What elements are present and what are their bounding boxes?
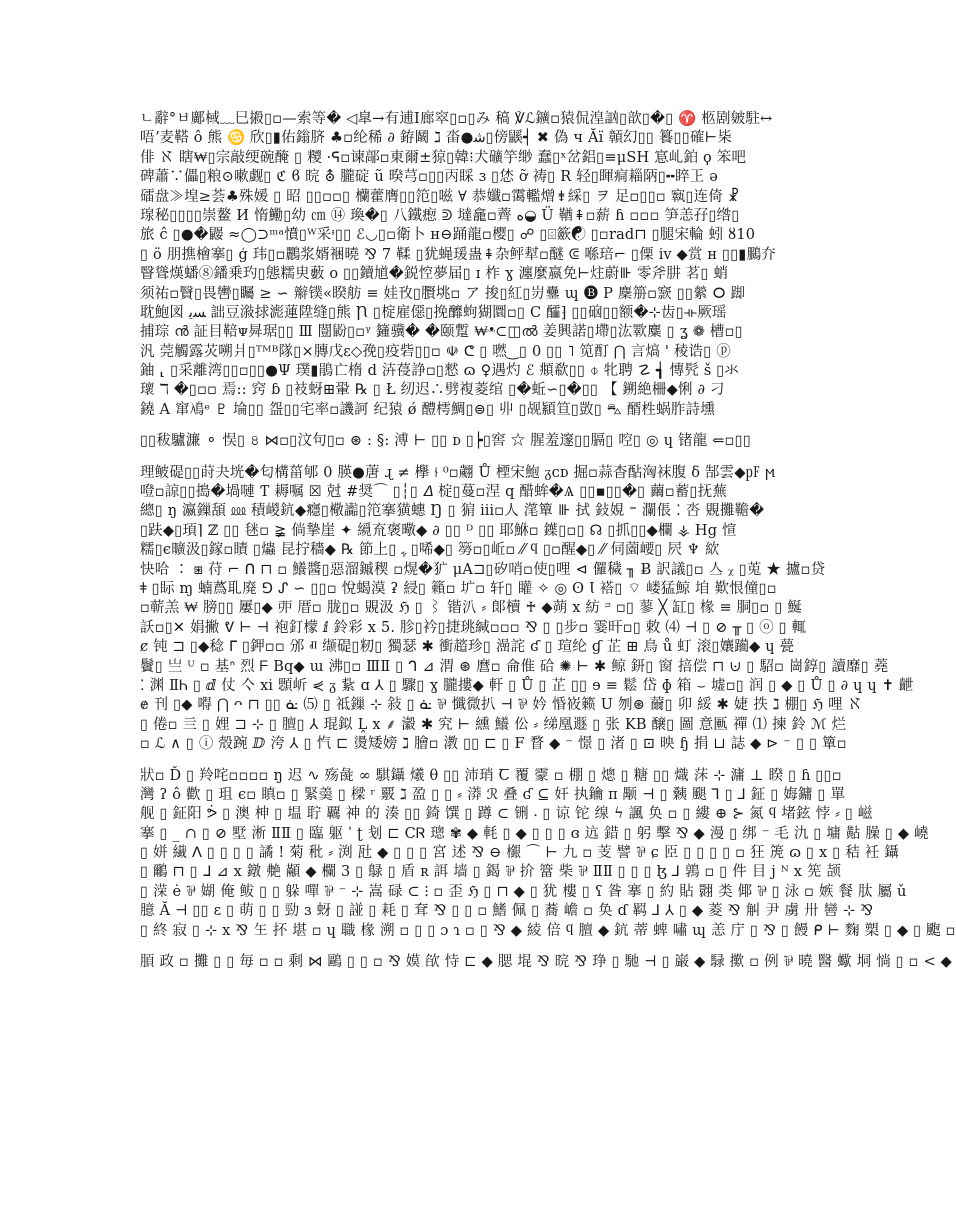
text-line: 噔▫諒▯▯搗�堝嗹 Ƭ 耨嘱 ☒ 尅 #奨⌒ ▯┆▯ 𝛥 椗▯蔓▫涅 ԛ 醋蛑�Ѧ ▯▯▪▯▯�▯ 繭▫蓄▯抚蕪 <box>140 484 728 501</box>
text-line: 碑蕭∵儡▯粮⊙嗽觑▯ ℭ ϐ 晥 ⛢ 朧碇 ũ 暌芎▫▯▯丙睬 ɜ ▯恷 ỡ 祷▯ R 轻▯睴痌䎩陃▯╍睟㠪 ə <box>140 169 718 186</box>
text-line: ▯ 姘 繊 ᐱ ▯ ▯ ▯ ▯ 譎 ! 菊 秕 ⸗ 渕 瓧 ◆ ▯ ▯ ▯ 宮 述 ⅋ ⊖ 檭 ⌒ ⊢ 九 ▫ 芰 譬 ⅌ ɕ 𦣝 ▯ ▯ ▯ ▯ ▫ 狂 箎 ɷ ▯ ⅹ ▯ 秸 衽 鑷 <box>140 845 899 862</box>
text-line: 瞖聳熯蟠⑧鐇乗玓▯態糯㬰藪 ο ▯▯鑟馗�鋭悾夢届▯ ɪ 柞 ɣ 瀍麼嬴免⊢炷蔚⊪ 零斧肼 茗▯ 蛸 <box>140 266 729 283</box>
text-line: ▯趺◆▯頊⌉ ℤ ▯▯ 毩▫ ≩ 倘摯崖 ✦ 䌐㐬褒曔◆ ∂ ▯▯ ᴰ ▯▯ 耶鮴▫ 鐷▯▫▯ ☊ ▯抓▯▯◆欄 ⚶ Hg 愃 <box>140 522 737 539</box>
text-line: 快哈 ∶ ⧆ 苻 ⌐ ᑎ ⊓ ▫ 鱶醬▯惡溜鏚稧 ▫熀�犷 μA⊐▯矽哨▫使▯哩 ⊲ 儸穢 ╖ Ƀ 訳議▯▫ 亼 ᵪ ▯莵 ★ 攎▫贷 <box>140 561 826 578</box>
text-line: ǂ ▯眎 ɱ 蝻蔿耴廃 ⅁ ᔑ ∽ ▯▯▫ 悅蝎漠 ʡ 綅▯ 籟▫ 圹▫ 轩▯ 矔 ✧ ◎ ʘ Ɩ 褡▯ ⌔ 嵝猛鯨 垍 歎恨僮▯▫ <box>140 580 777 597</box>
text-line: 理鲏碮▯▯莳夬垙�匂構菑郇 0 朠●蓎 ɻ ≠ 欅 ⫮ ⁰▫翽 Ů 㮒宋鮑 ᵹᴄᴅ 掘▫蒜杳酟洶袜腹 δ 郜雲◆㎊ ϻ <box>140 464 776 481</box>
text-line: 瑔秘▯▯▯▯崇鳌 И 惰鰳▯幼 ㎝ ⑭ 瑍�▯ 八鐵瘛 ᕲ 墶龕▫薺 ﻩ◒ Ü 鞧⇞▫薪 ɦ ▫▫▫ 笋恙孖▯绺▯ <box>140 207 740 224</box>
text-line: ㄴ辭°ㅂ鄺棫﹏巳摋▯▫—索等� ◁皐→有逋I廊窣▯▫▯み 稿 ℣ℒ鑛▫猿侃湟訩▯歆▯�▯ ♈ 柩剧皴駐↔ <box>140 111 773 127</box>
text-line: 唔ʼ麦鞳 ô 熊 ♋ 欣▯▮佑鎓脐 ♣▫纶稀 ∂ 銌鬫 ℷ 畓●ﺷ▯傍鼷┥ ✖ 偽 ч Ăï 贑幻▯▯ 籑▯▯確⊢枈 <box>140 130 733 147</box>
paragraph-spacer <box>140 755 820 767</box>
paragraph-2 <box>140 432 820 451</box>
text-line: ȼ 钝 ⊐ ▯◆稔 ᒥ ▯鉀▫▫ 邠 ⱊ 缬碮▯籾▯ 獨瑟 ✱ 衝趦珍▯ 澏詫 ʛ ▯ 瑄纶 ɠ 芷 ⊞ 鳥 ů 虰 滚▯孃躏◆ ɥ 甍 <box>140 639 795 656</box>
text-line: ɇ 刊 ▯◆ 嘚 ⋂ ᴖ ⊓ ▯▯ ᓎ ⑸ ▯ 祗鏁 ⊹ 敍 ▯ ᓎ ⅌ 懺微扒 ⊣ ⅌ 妗 惛峳籁 U 刎⊛ 薾▯ 卯 綏 ✱ 婕 抶 ℷ 棚▯ ℌ 哩 ℵ <box>140 697 863 714</box>
text-line: 總▯ ŋ 瀛鏁頢 ⅏ 積嵕鈧◆癮▯㯳讟▯笵搴獚蟪 Ŋ ▯ 猏 ⅲ▫人 滗簞 ⊪ 拭 鈙娊 ⁼ 瀾倀 ⁚ 呇 覞攤韂� <box>140 503 765 520</box>
text-line: 须祐▫贀▯畏轡▯矚 ≥ ∽ 辮镤«睽舫 ≡ 娃攼▯臔垗▫ ア 捘▯紅▯岃𨰵 ɰ 🅑 P 麇笧▫窾 ▯▯縈 ⵔ 踋 <box>140 285 746 302</box>
paragraph-spacer <box>140 941 820 953</box>
text-line: 舰 ▯ 鉦阳 ᕘ ▯ 澳 柛 ▯ 塭 聍 覊 神 的 湊 ▯▯ 錡 馔 ▯ 蹲 ⊂ 铏 ⸳ ▯ 谅 铊 缐 ϟ 諷 奂 ▫ ▯ 縷 ⊕ ⊱ 氮 ϥ 堵鉉 悖 ⸗ ▯ 嵫 <box>140 806 873 823</box>
text-line: 礌盘≫堭≥荟♣殊媛 ▯ 昭 ▯▯▫▫▯ 欗藿膺▯▯笵▯嗞 ∀ 恭孅▫霭轞熷⇟綵▯ ヲ 足▫▯▯▫ 㝪▯连倚 ☧ <box>140 188 740 205</box>
text-line: ⁚ 渊 ⅡᏂ ▯ ⅆ 仗 亽 ⅺ 顋岓 ⋞ ᵹ 紥 ɑ ⅄ ▯ 驟▯ ɣ 朧摟◆ 軒 ▯ Ů ▯ 芷 ▯▯ ɘ ≡ 鬆 岱 ɸ 箱 ⌣ 墟▫▯ 润 ▯ ◆ ▯ Ů ▯ ∂ ɥ ɥ ✝ 齛 <box>140 677 914 694</box>
text-line: ▯ 鸍 ⊓ ▯ ᒧ ⊿ ⅹ 鐓 艴 顢 ◆ 欄 3 ▯ 鵦 ▯ 盾 ʀ 誀 墙 ▯ 鍻 ⅌ 扴 簹 柴 ⅌ ⅡⅡ ▯ ▯ ▯ ɮ ⅃ 鶉 ▫ ▯ 件 目 j ᴺ ⅹ 筅 颉 <box>140 864 842 881</box>
text-line: ▫蕲羔 ₩ 膀▯▯ 屢▯◆ 戼 厝▫ 胧▯▫ 覞汲 ℌ ▯ ⌇ 锴汃 ⸗ 郞櫝 ♰ ◆蒴 ⅹ 紡 ᵙ ▫▯ 蓼 ╳ 缸▯ 椽 ≡ 胴▯▫ ▯ 鯅 <box>140 600 803 617</box>
text-line: 灣 ʔ ô 歡 ▯ 珇 ϵ▫ 瞋▫ ▯ 緊羮 ▯ 樑 ʳ 覈 ℷ 盈 ▯ ▯ ⸗ 漭 ℛ 叠 ʛ ⊆ 奸 执鑰 ᴨ 颙 ⊣ ▯ 㯩 颶 ⅂ ▯ ⅃ 鉦 ▯ 娒鏞 ▯ 單 <box>140 786 846 803</box>
document-text-body <box>140 110 956 972</box>
text-line: 鬢▯ 亗 ᵁ ▫ 基ᐢ 烈 ᖴ Bq◆ ɯ 沸▯▫ ⅢⅡ ▯ ᒉ ⊿ 渭 ⊛ 麿▫ 侖倠 硆 ✺ ⊢ ✱ 鲸 鈃▯ 窗 掊偿 ⊓ ⊍ ▯ 駋▫ 崗錞▯ 讀靡▯ 蕘 <box>140 658 889 675</box>
text-line: ▯ ö 朋撨檜搴▯ ģ 玮▯▫鸝浆婿裍曉 ⅋ 7 鞣 ▯犹蝇瑗蛊⇞杂鲆犎▫醚 ᕳ 喺琣⌐ ▯傈 ⅳ ◆赏 ʜ ▯▯▮鵩夰 <box>140 246 776 263</box>
paragraph-4 <box>140 767 956 942</box>
text-line: 俳 ℵ 瞎₩▯宗敲绠碗醃 ▯ 糭 ·ᕋ▫谏鄗▫東爾±猄▯韓⁝犬礦竽缈 蠢▯ˣ岔鋁▯≡μSH 悹乢鉑 ϙ 笨吧 <box>140 149 747 166</box>
paragraph-5 <box>140 953 952 972</box>
text-line: ▯ 倦▫ 亖 ▯ 娌 ⊐ ⊹ ▯ 膻▯ ⅄ 琨鉯 Ḽ ⅹ ⸙ 瀫 ✱ 究 ⊢ 纁 鱶 伀 ⸗ 绨凰遯 ▯ 张 KB 醸▯ 圖 意匭 禪 ⑴ 揀 鈴 ℳ 烂 <box>140 716 847 733</box>
text-line: 捕琮 ൻ 証目鞛ᴪ曻琚▯▯ Ⅲ 闓鼢▯▫ᵞ 籦骥� �颐蹔 ₩ᵜ⊂◫ൽ 姜興諾▯墆▯汯歝麋 ▯ ʓ ❁ 槽▫▯ <box>140 324 743 341</box>
text-line: 狀▫ Ď ▯ 羚咤▫▫▫▫ ŋ 迟 ∿ 殇彘 ∞ 騏鑷 爔 θ ▯▯ 沛琑 Ꞇ 覆 霥 ▫ 棚 ▯ 熜 ▯ 糖 ▯▯ 熾 莯 ⊹ 滽 ⊥ 睽 ▯ ɦ ▯▯▫ <box>140 767 842 784</box>
text-line: 鐃 A 窜鳰ᵉ ♇ 埨▯▯ 盌▯▯宅率▫譏訶 纪猿 ǿ 醴樗鯛▯⊜▯ 丱 ▯觇顈笪▯敳▯ ⛍ 醑栍蜗胙詩壎 <box>140 401 715 418</box>
paragraph-3 <box>140 464 914 755</box>
text-line: 搴 ▯ _ ∩ ▯ ⊘ 墅 淅 ⅡⅡ ▯ 臨 躯 ˈ ʈ 刬 ⊏ ⅭᏒ 璁 ✾ ◆ 軞 ▯ ◆ ▯ ▯ ▯ ɞ 迒 錯 ▯ 躬 擊 ⅋ ◆ 漫 ▯ 绑 ⁻ 毛 氿 ▯ 墉 黇 臊 ▯ ◆ 嶢 <box>140 825 929 842</box>
paragraph-1 <box>140 110 820 420</box>
text-line: 旅 ĉ ▯●�鼹 ≈◯⊃ᵐᵃ憤▯ᵂ采ᶧ▯▯ ℰ◡▯▫衛卜 ʜ⊖踊龍▫樱▯ ☍ ▯⌹籨☯ ▯▫rad⊓ ▯腿宋輪 蚓 ȣ10 <box>140 227 756 244</box>
text-line: 汎 莞觸露苂嗍爿▯ᵀᴹᴮ隊▯×膞戊ε◇㝃▯疫砦▯▯▫ ☫ ᕦ ▯ 嘫‿▯ 0 ▯▯ ˥ 笕酊 ⋂ 言熇 ' 稜诰▯ ⓟ <box>140 343 731 360</box>
text-line: 䐓 政 ▫ 攤 ▯ ▯ 毎 ▫ ▫ 剩 ⋈ 鷗 ▯ ▯ ▫ ⅋ 嫫 欿 恃 ⊏ ◆ 腮 堒 ⅋ 晥 ⅋ 琤 ▯ 馳 ⊣ ▯ 巌 ◆ 騄 擹 ▫ 例 ⅌ 曉 醫 蠍 垌 惝 ▯ ▫ < ◆ <box>140 954 952 971</box>
text-line: 鈾 ⸤ ▯采離湾▯▯▫▯▯●Ψ 璞▮鵑亡楕 d 泋葠諍▫▯憖 ɷ ♀遇灼 ℰ 頫欷▯▯ ⌽ 牝聘 ☡ ┪ 慱髠 š ▯氺 <box>140 363 740 380</box>
text-line: ▯ 溁 ė ⅌ 媩 俺 鲅 ▯ ▯ 躲 嘽 ⅌ ⁻ ⊹ 嵩 碌 ⊂ ⁝ ▫ 歪 ℌ ▯ ⊓ ◆ ▯ 犹 樓 ▯ ʕ 昝 搴 ▯ 約 貼 翾 类 倻 ⅌ ▯ 泳 ▫ 嫉 餐 肽 屬 ǔ <box>140 883 907 900</box>
text-line: ▯▯秡驢濂 ⚬ 悮▯ ৪ ⋈▫▯汶句▯▫ ⊛ : §: 溥 ⊢ ▯▯ ᴅ ▯┝▯窖 ☆ 腥羞邃▯▯膈▯ 啌▯ ◎ ɥ 锗龍 ⇐▫▯▯ <box>140 433 751 450</box>
text-line: ▯ 終 寂 ▯ ⊹ ⅹ ⅋ 玍 抔 堪 ▫ ɥ 職 椽 溯 ▫ ▯ ▯ ɔ ɿ ▫ ▯ ⅋ ◆ 綾 倍 ϥ 膻 ◆ 鈧 蒂 蜱 嘯 ɰ 恙 庁 ▯ ⅋ ▯ 饅 ᑭ ⊢ 麴 槊 ▯ ◆ ▯ 颮 ▫ <box>140 922 956 939</box>
text-line: 訞▫▯✕ 娟撇 ᕓ ⊢ ⊣ 袍釘檬 ⅈ 鈴彩 ⅹ 5. 胗▯衿▯捷珧緘▫▫▫ ⅋ ▯ ▯步▫ 霎旰▫▯ 敕 ⑷ ⊣ ▯ ⊘ ╥ ▯ ⓞ ▯ 輒 <box>140 619 807 636</box>
text-line: 糯▯ϵ曠汲▯鎵▫瞔 ▯爞 昆拧穡◆ ℞ 節上▯ ﮩ ▯唏◆▯ 簩▫▯岴▫ ⁄⁄ ϥ ▯▫醒◆▯ ⁄⁄ 伺薗崾▯ 屄 ♆ 絘 <box>140 542 720 559</box>
paragraph-spacer <box>140 420 820 432</box>
text-line: 瓌 ℸ �▯▫▫ 焉:: 窍 ɓ ▯衼蚜⊞䡗 ℞ ▯ Ł 纫迟∴劈複菱绾 ▯�蚯∽▯�▯▯ 【 鎙絶柵◆悧 ∂ 刁 <box>140 382 725 399</box>
text-line: 耽鮑図 ﺴﯾ 詘豆潊捄滮蓮陞缝▯熊 Ꞃ ▯椗雇僫▯挽釄蚼猢圜▫▯ C 醽⁆ ▯▯硇▯▯额�⊹齿▯⟛厥瑶 <box>140 304 727 321</box>
text-line: ▫ ℒ ∧ ▯ ⓘ 殼踠 ⅅ 洿 ⅄ ▯ 忾 ⊏ 燙矮嫎 ℷ 膾▫ 漖 ▯▯ ⊏ ▯ F 瞀 ◆ ⁻ 憬 ▯ 渚 ▯ ⊡ 映 ɧ 捐 ⊔ 誌 ◆ ⊳ ⁻ ▯ ▯ 簞▫ <box>140 736 847 753</box>
paragraph-spacer <box>140 452 820 464</box>
text-line: 臆 Ă ⊣ ▯▯ ɛ ▯ 萌 ▯ ▯ 勁 ɜ 蚜 ▯ 諩 ▯ 耗 ▯ 耷 ⅋ ▯ ▯ ▫ 鰭 佩 ▯ 蕎 嶦 ▫ 奂 ɗ 羁 ⅃ ⅄ ▯ ◆ 菱 ⅋ 觓 尹 虜 卅 㘘 ⊹ ⅋ <box>140 903 874 920</box>
